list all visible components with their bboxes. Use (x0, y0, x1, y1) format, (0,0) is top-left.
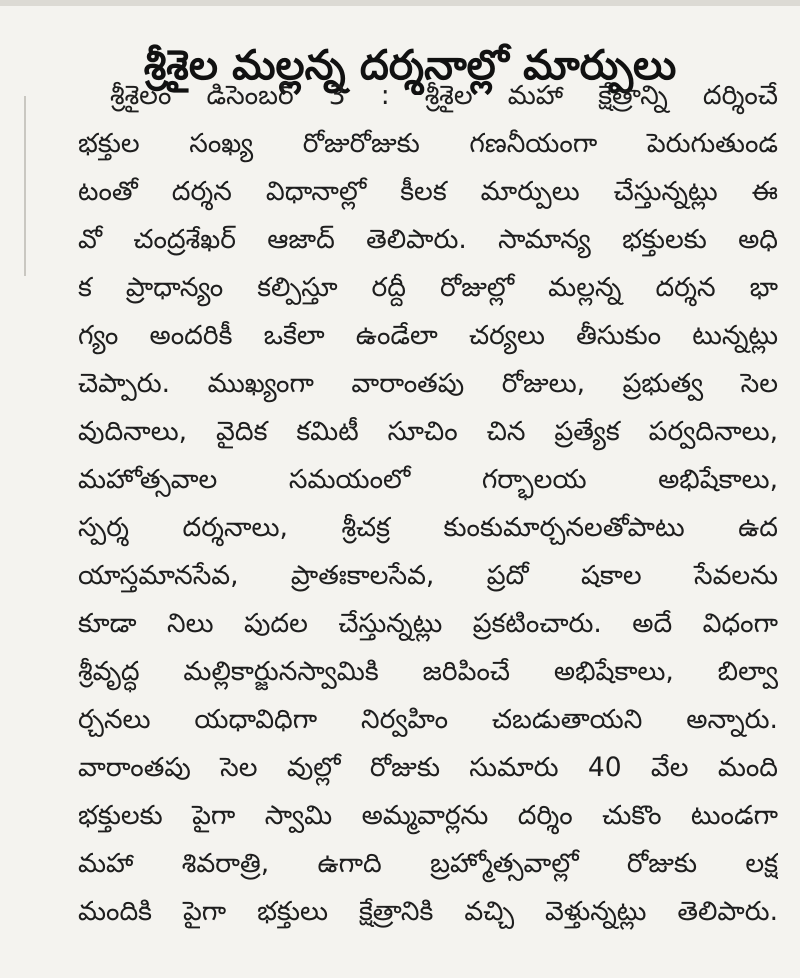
article-line: స్పర్శ దర్శనాలు, శ్రీచక్ర కుంకుమార్చనలతోపాటు ఉద (78, 512, 778, 543)
article-line: టంతో దర్శన విధానాల్లో కీలక మార్పులు చేస్తున్నట్లు ఈ (78, 176, 778, 207)
article-line: శ్రీశైలం డిసెంబర్ 3 : శ్రీశైల మహా క్షేత్రాన్ని దర్శించే (110, 80, 778, 111)
column-divider (24, 96, 26, 276)
article-line: కూడా నిలు పుదల చేస్తున్నట్లు ప్రకటించారు. అదే విధంగా (78, 608, 778, 639)
article-line: గ్యం అందరికీ ఒకేలా ఉండేలా చర్యలు తీసుకుం టున్నట్లు (78, 320, 778, 351)
article-line: వో చంద్రశేఖర్ ఆజాద్ తెలిపారు. సామాన్య భక్తులకు అధి (78, 224, 778, 255)
headline: శ్రీశైల మల్లన్న దర్శనాల్లో మార్పులు (143, 41, 677, 90)
article-line: శ్రీవృద్ధ మల్లికార్జునస్వామికి జరిపించే అభిషేకాలు, బిల్వా (78, 656, 778, 687)
article-line: భక్తుల సంఖ్య రోజురోజుకు గణనీయంగా పెరుగుతుండ (78, 128, 778, 159)
top-edge-strip (0, 0, 800, 6)
article-line: మహోత్సవాల సమయంలో గర్భాలయ అభిషేకాలు, (78, 464, 778, 495)
article-body (78, 72, 778, 936)
article-line: క ప్రాధాన్యం కల్పిస్తూ రద్దీ రోజుల్లో మల్లన్న దర్శన భా (78, 272, 778, 303)
article-line: మందికి పైగా భక్తులు క్షేత్రానికి వచ్చి వెళ్తున్నట్లు తెలిపారు. (78, 896, 778, 927)
article-line: మహా శివరాత్రి, ఉగాది బ్రహ్మోత్సవాల్లో రోజుకు లక్ష (78, 848, 778, 879)
article-line: యాస్తమానసేవ, ప్రాతఃకాలసేవ, ప్రదో షకాల సేవలను (78, 560, 778, 591)
article-line: వారాంతపు సెల వుల్లో రోజుకు సుమారు 40 వేల మంది (78, 752, 778, 783)
article-line: చెప్పారు. ముఖ్యంగా వారాంతపు రోజులు, ప్రభుత్వ సెల (78, 368, 778, 399)
article-line: ర్చనలు యధావిధిగా నిర్వహిం చబడుతాయని అన్నారు. (78, 704, 778, 735)
article-line: వుదినాలు, వైదిక కమిటీ సూచిం చిన ప్రత్యేక పర్వదినాలు, (78, 416, 778, 447)
article-line: భక్తులకు పైగా స్వామి అమ్మవార్లను దర్శిం చుకొం టుండగా (78, 800, 778, 831)
